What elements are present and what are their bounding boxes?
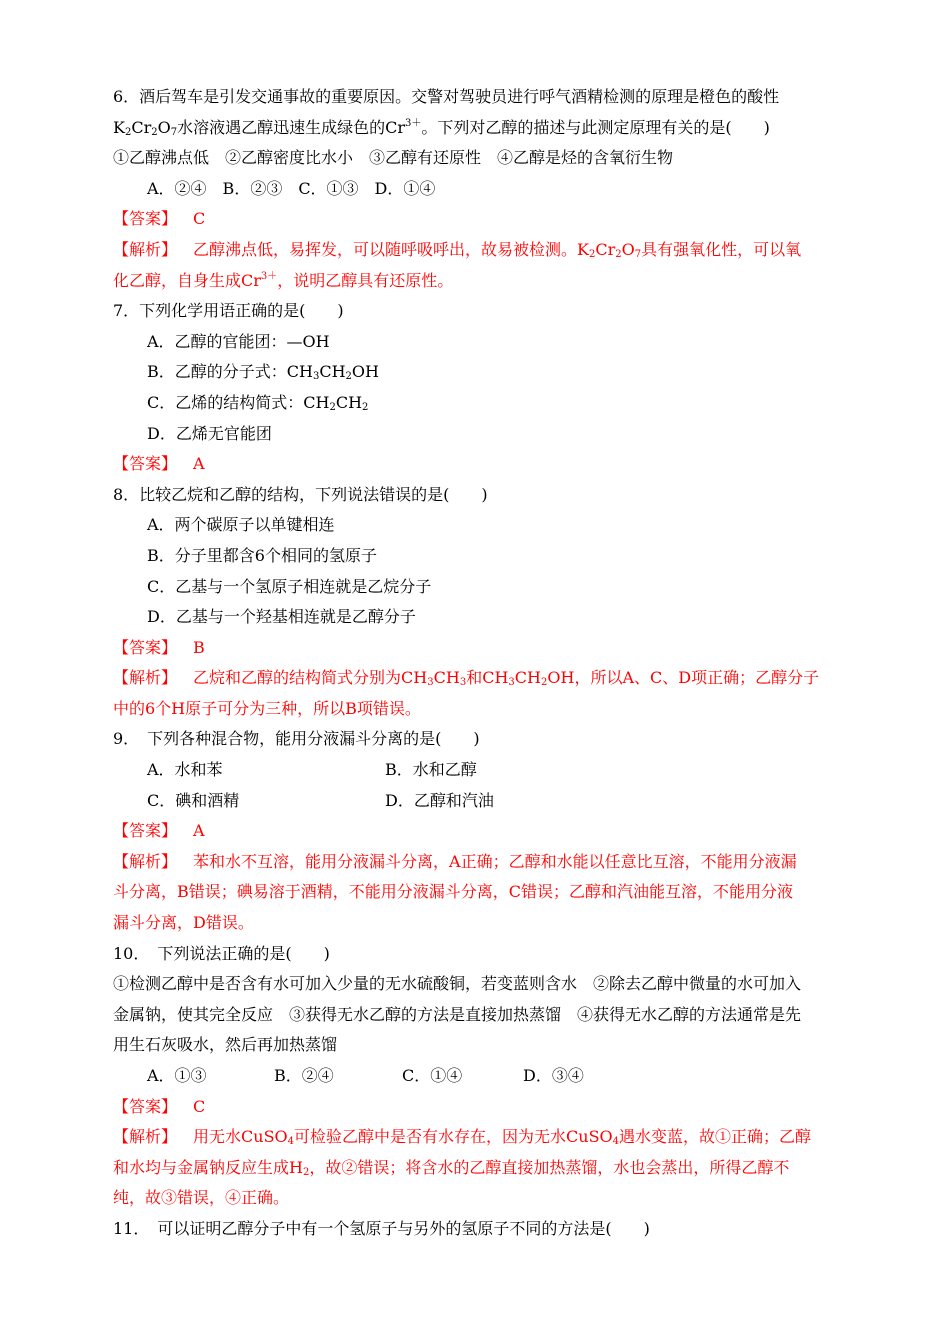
q10-body-line-2: 金属钠，使其完全反应 ③获得无水乙醇的方法是直接加热蒸馏 ④获得无水乙醇的方法通常是先	[113, 1004, 802, 1024]
q10-option-b: B．②④	[274, 1066, 334, 1085]
q11-stem: 11． 可以证明乙醇分子中有一个氢原子与另外的氢原子不同的方法是( )	[113, 1218, 650, 1238]
q9-explanation-line-1: 【解析】 苯和水不互溶，能用分液漏斗分离，A正确；乙醇和水能以任意比互溶，不能用分液漏	[113, 851, 797, 871]
formula-cr3: $Cr^{3+}$	[241, 270, 278, 290]
q7-stem: 7．下列化学用语正确的是( )	[113, 301, 344, 321]
answer-label: 【答案】	[113, 454, 178, 474]
q6-stem-line-1: 6．酒后驾车是引发交通事故的重要原因。交警对驾驶员进行呼气酒精检测的原理是橙色的酸性	[113, 87, 780, 106]
answer-label: 【答案】	[113, 637, 178, 657]
formula-cuso4: CuSO$_4$	[241, 1127, 295, 1148]
q6-statements: ①乙醇沸点低 ②乙醇密度比水小 ③乙醇有还原性 ④乙醇是烃的含氧衍生物	[113, 148, 674, 168]
analysis-label: 【解析】	[113, 668, 178, 688]
q7-option-b: B．乙醇的分子式：$CH_3CH_2OH$	[147, 362, 379, 383]
analysis-label: 【解析】	[113, 239, 178, 259]
q6-explanation-line-2: 化乙醇，自身生成$Cr^{3+}$，说明乙醇具有还原性。	[113, 270, 454, 290]
formula-cuso4: CuSO$_4$	[566, 1127, 620, 1148]
q6-explanation-line-1: 【解析】 乙醇沸点低，易挥发，可以随呼吸呼出，故易被检测。$K_2Cr_2O_7$具有强氧化性，可以氧	[113, 239, 802, 260]
q8-explanation-line-2: 中的6个H原子可分为三种，所以B项错误。	[113, 698, 421, 718]
q9-explanation-line-3: 漏斗分离，D错误。	[113, 913, 254, 933]
q10-option-a: A．①③	[147, 1066, 207, 1085]
q9-option-d: D．乙醇和汽油	[385, 790, 494, 810]
q8-explanation-line-1: 【解析】 乙烷和乙醇的结构简式分别为$CH_3CH_3$和$CH_3CH_2OH$，所以A、C、D项正确；乙醇分子	[113, 668, 820, 689]
answer-label: 【答案】	[113, 821, 178, 841]
q10-explanation-line-2: 和水均与金属钠反应生成$H_2$，故②错误；将含水的乙醇直接加热蒸馏，水也会蒸出，所得乙醇不	[113, 1157, 790, 1178]
q8-option-b: B．分子里都含6个相同的氢原子	[147, 545, 377, 565]
formula-ch3ch2oh: $CH_3CH_2OH$	[482, 668, 575, 689]
q10-body-line-1: ①检测乙醇中是否含有水可加入少量的无水硫酸铜，若变蓝则含水 ②除去乙醇中微量的水可加入	[113, 974, 802, 994]
document-page	[113, 82, 837, 1245]
q9-answer: 【答案】 A	[113, 821, 205, 841]
q10-option-d: D．③④	[523, 1066, 584, 1085]
formula-ch2ch2: $CH_2CH_2$	[303, 392, 369, 413]
q8-option-c: C．乙基与一个氢原子相连就是乙烷分子	[147, 576, 432, 596]
q6-answer: 【答案】 C	[113, 209, 206, 229]
q9-stem: 9． 下列各种混合物，能用分液漏斗分离的是( )	[113, 729, 480, 749]
q10-answer: 【答案】 C	[113, 1096, 206, 1116]
q8-option-d: D．乙基与一个羟基相连就是乙醇分子	[147, 607, 416, 627]
q7-answer: 【答案】 A	[113, 454, 205, 474]
q7-option-c: C．乙烯的结构简式：$CH_2CH_2$	[147, 392, 369, 413]
analysis-label: 【解析】	[113, 1127, 178, 1147]
q9-option-a: A．水和苯	[147, 760, 223, 780]
formula-h2: $H_2$	[289, 1157, 310, 1178]
q10-options	[113, 1061, 837, 1092]
q8-option-a: A．两个碳原子以单键相连	[147, 515, 335, 535]
formula-k2cr2o7: $K_2Cr_2O_7$	[113, 117, 178, 138]
q9-options-row-2	[113, 786, 837, 817]
q6-options: A．②④ B．②③ C．①③ D．①④	[147, 178, 436, 198]
q10-explanation-line-3: 纯，故③错误，④正确。	[113, 1188, 290, 1208]
q9-option-c: C．碘和酒精	[147, 790, 240, 810]
q10-body-line-3: 用生石灰吸水，然后再加热蒸馏	[113, 1035, 338, 1055]
analysis-label: 【解析】	[113, 851, 178, 871]
q10-stem: 10． 下列说法正确的是( )	[113, 943, 330, 963]
answer-label: 【答案】	[113, 1096, 178, 1116]
q10-explanation-line-1: 【解析】 用无水CuSO$_4$可检验乙醇中是否有水存在，因为无水CuSO$_4$遇水变蓝，故①正确；乙醇	[113, 1127, 812, 1148]
formula-cr3: $Cr^{3+}$	[385, 117, 422, 137]
answer-label: 【答案】	[113, 209, 178, 229]
q10-option-c: C．①④	[402, 1066, 463, 1085]
formula-ch3ch3: $CH_3CH_3$	[401, 668, 467, 689]
q8-stem: 8．比较乙烷和乙醇的结构，下列说法错误的是( )	[113, 484, 488, 504]
q9-explanation-line-2: 斗分离，B错误；碘易溶于酒精，不能用分液漏斗分离，C错误；乙醇和汽油能互溶，不能用分液	[113, 882, 794, 902]
q7-option-d: D．乙烯无官能团	[147, 423, 272, 443]
q7-option-a: A．乙醇的官能团：—OH	[147, 331, 330, 351]
q9-option-b: B．水和乙醇	[385, 760, 477, 780]
q8-answer: 【答案】 B	[113, 637, 205, 657]
formula-k2cr2o7: $K_2Cr_2O_7$	[577, 239, 642, 260]
q9-options-row-1	[113, 755, 837, 786]
formula-ch3ch2oh: $CH_3CH_2OH$	[286, 362, 379, 383]
q6-stem-line-2: $K_2Cr_2O_7$水溶液遇乙醇迅速生成绿色的$Cr^{3+}$。下列对乙醇的描述与此测定原理有关的是( )	[113, 117, 770, 138]
